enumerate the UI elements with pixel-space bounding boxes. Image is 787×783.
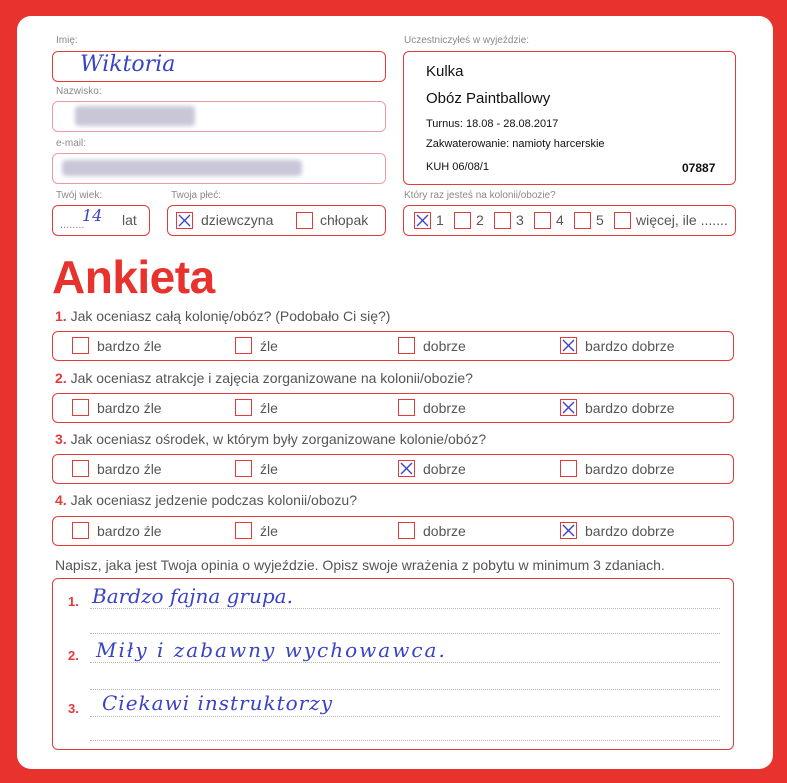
answer-label-q4-4: bardzo dobrze: [585, 523, 675, 539]
trip-camp: Obóz Paintballowy: [426, 90, 551, 107]
check-mark-icon: [560, 337, 577, 354]
times-label: Który raz jesteś na kolonii/obozie?: [404, 190, 556, 201]
trip-name: Kulka: [426, 63, 464, 80]
answer-checkbox-q3-4[interactable]: [560, 460, 577, 477]
check-mark-icon: [560, 399, 577, 416]
question-2: [55, 370, 473, 386]
times-option-5: 5: [596, 212, 604, 228]
answer-label-q2-1: bardzo źle: [97, 400, 162, 416]
checkbox-times-5[interactable]: [574, 212, 591, 229]
checkbox-times-2[interactable]: [454, 212, 471, 229]
answer-checkbox-q3-1[interactable]: [72, 460, 89, 477]
age-label: Twój wiek:: [56, 190, 103, 201]
age-unit: lat: [122, 212, 137, 228]
surname-redacted: [75, 106, 195, 126]
opinion-text-1: Bardzo fajna grupa.: [92, 584, 293, 608]
checkbox-times-more[interactable]: [614, 212, 631, 229]
question-number: 4.: [55, 492, 67, 508]
checkbox-girl[interactable]: [176, 212, 193, 229]
answer-label-q4-3: dobrze: [423, 523, 466, 539]
gender-option-boy: chłopak: [320, 212, 369, 228]
opinion-line-1: [90, 608, 720, 609]
check-mark-icon: [560, 522, 577, 539]
trip-number: 07887: [682, 161, 716, 175]
turnus-value: 18.08 - 28.08.2017: [465, 118, 559, 130]
opinion-line-3b: [90, 740, 720, 741]
question-3: [55, 431, 486, 447]
question-text: Jak oceniasz atrakcje i zajęcia zorganizowane na kolonii/obozie?: [70, 370, 473, 386]
answer-label-q2-4: bardzo dobrze: [585, 400, 675, 416]
answer-label-q2-3: dobrze: [423, 400, 466, 416]
times-option-1: 1: [436, 212, 444, 228]
answer-checkbox-q1-1[interactable]: [72, 337, 89, 354]
question-number: 3.: [55, 431, 67, 447]
age-dots: ........: [60, 219, 85, 231]
answer-checkbox-q4-4[interactable]: [560, 522, 577, 539]
gender-label: Twoja płeć:: [171, 190, 222, 201]
trip-code: KUH 06/08/1: [426, 161, 489, 173]
checkbox-times-1[interactable]: [414, 212, 431, 229]
checkbox-boy[interactable]: [296, 212, 313, 229]
question-number: 1.: [55, 308, 67, 324]
question-text: Jak oceniasz jedzenie podczas kolonii/obozu?: [70, 492, 357, 508]
answer-checkbox-q1-2[interactable]: [235, 337, 252, 354]
opinion-line-2b: [90, 689, 720, 690]
trip-lodging-row: [426, 138, 605, 150]
name-label: Imię:: [56, 35, 78, 46]
answer-label-q1-1: bardzo źle: [97, 338, 162, 354]
turnus-label: Turnus:: [426, 118, 463, 130]
opinion-num-3: 3.: [68, 701, 79, 716]
times-option-more: więcej, ile .......: [636, 212, 728, 228]
answer-label-q3-3: dobrze: [423, 461, 466, 477]
answer-label-q4-2: źle: [260, 523, 278, 539]
email-redacted: [62, 160, 302, 176]
answer-label-q1-2: źle: [260, 338, 278, 354]
lodging-label: Zakwaterowanie:: [426, 138, 510, 150]
survey-title: Ankieta: [52, 251, 215, 303]
answer-label-q2-2: źle: [260, 400, 278, 416]
answer-checkbox-q2-1[interactable]: [72, 399, 89, 416]
email-label: e-mail:: [56, 138, 87, 149]
name-value: Wiktoria: [80, 52, 176, 77]
answer-checkbox-q3-2[interactable]: [235, 460, 252, 477]
lodging-value: namioty harcerskie: [512, 138, 605, 150]
question-text: Jak oceniasz ośrodek, w którym były zorganizowane kolonie/obóz?: [70, 431, 487, 447]
times-option-2: 2: [476, 212, 484, 228]
opinion-prompt: Napisz, jaka jest Twoja opinia o wyjeździe. Opisz swoje wrażenia z pobytu w minimum 3 zdaniach.: [55, 557, 665, 573]
answer-checkbox-q2-4[interactable]: [560, 399, 577, 416]
check-mark-icon: [398, 460, 415, 477]
answer-label-q3-2: źle: [260, 461, 278, 477]
age-value: 14: [82, 206, 103, 225]
question-number: 2.: [55, 370, 67, 386]
answer-label-q4-1: bardzo źle: [97, 523, 162, 539]
gender-option-girl: dziewczyna: [201, 212, 274, 228]
surname-label: Nazwisko:: [56, 86, 102, 97]
answer-label-q1-4: bardzo dobrze: [585, 338, 675, 354]
answer-label-q3-1: bardzo źle: [97, 461, 162, 477]
opinion-text-3: Ciekawi instruktorzy: [102, 691, 334, 715]
trip-turnus-row: [426, 118, 558, 130]
answer-checkbox-q1-4[interactable]: [560, 337, 577, 354]
trip-label: Uczestniczyłeś w wyjeździe:: [404, 35, 530, 46]
opinion-line-1b: [90, 633, 720, 634]
answer-checkbox-q4-3[interactable]: [398, 522, 415, 539]
answer-label-q3-4: bardzo dobrze: [585, 461, 675, 477]
checkbox-times-4[interactable]: [534, 212, 551, 229]
check-mark-icon: [414, 212, 431, 229]
times-option-4: 4: [556, 212, 564, 228]
answer-checkbox-q2-3[interactable]: [398, 399, 415, 416]
answer-checkbox-q4-2[interactable]: [235, 522, 252, 539]
question-4: [55, 492, 357, 508]
opinion-text-2: Miły i zabawny wychowawca.: [96, 638, 447, 662]
times-option-3: 3: [516, 212, 524, 228]
check-mark-icon: [176, 212, 193, 229]
question-text: Jak oceniasz całą kolonię/obóz? (Podobało Ci się?): [70, 308, 391, 324]
answer-checkbox-q2-2[interactable]: [235, 399, 252, 416]
answer-checkbox-q3-3[interactable]: [398, 460, 415, 477]
question-1: [55, 308, 390, 324]
checkbox-times-3[interactable]: [494, 212, 511, 229]
answer-checkbox-q4-1[interactable]: [72, 522, 89, 539]
opinion-num-1: 1.: [68, 594, 79, 609]
opinion-num-2: 2.: [68, 648, 79, 663]
answer-label-q1-3: dobrze: [423, 338, 466, 354]
opinion-line-3: [90, 716, 720, 717]
answer-checkbox-q1-3[interactable]: [398, 337, 415, 354]
opinion-line-2: [90, 662, 720, 663]
